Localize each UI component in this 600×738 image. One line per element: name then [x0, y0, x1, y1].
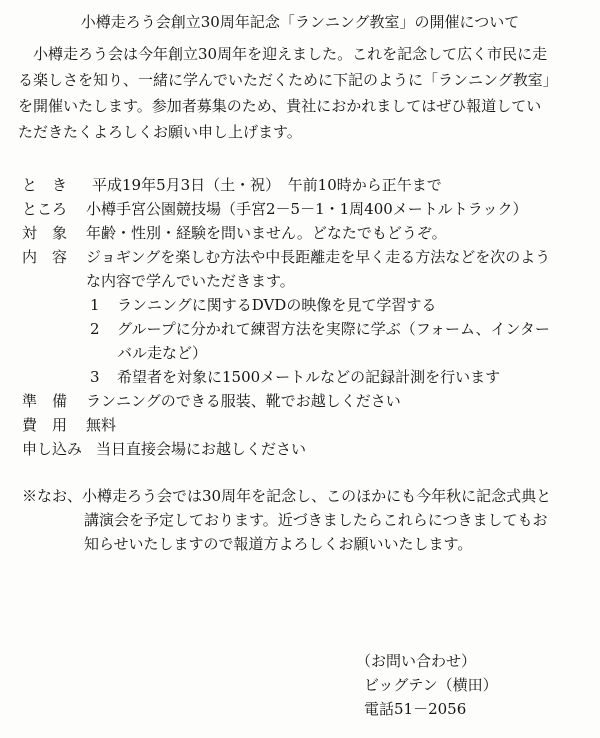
- item-text: バル走など）: [117, 344, 208, 362]
- item-text: グループに分かれて練習方法を実際に学ぶ（フォーム、インター: [117, 320, 550, 338]
- note-line: ※なお、小樽走ろう会では30周年を記念し、このほかにも今年秋に記念式典と: [22, 487, 552, 505]
- intro-line: る楽しさを知り、一緒に学んでいただくために下記のように「ランニング教室」: [18, 71, 558, 89]
- taisho-label: 対 象: [22, 224, 68, 242]
- moushikomi-value: 当日直接会場にお越しください: [96, 440, 307, 458]
- taisho-value: 年齢・性別・経験を問いません。どなたでもどうぞ。: [86, 224, 447, 242]
- moushikomi-label: 申し込み: [22, 440, 83, 458]
- naiyo-line: ジョギングを楽しむ方法や中長距離走を早く走る方法などを次のよう: [86, 248, 551, 266]
- item-number: 2: [90, 320, 100, 338]
- item-text: ランニングに関するDVDの映像を見て学習する: [117, 296, 437, 314]
- item-text: 希望者を対象に1500メートルなどの記録計測を行います: [117, 368, 501, 386]
- contact-phone: 電話51－2056: [364, 700, 467, 718]
- hiyo-label: 費 用: [22, 416, 68, 434]
- tokoro-value: 小樽手宮公園競技場（手宮2－5－1・1周400メートルトラック）: [86, 200, 528, 218]
- intro-line: ただきたくよろしくお願い申し上げます。: [18, 123, 302, 141]
- toki-label: と き: [22, 176, 68, 194]
- junbi-value: ランニングのできる服装、靴でお越しください: [86, 392, 401, 410]
- junbi-label: 準 備: [22, 392, 68, 410]
- naiyo-label: 内 容: [22, 248, 68, 266]
- item-number: 3: [90, 368, 100, 386]
- tokoro-label: ところ: [22, 200, 68, 218]
- toki-value: 平成19年5月3日（土・祝） 午前10時から正午まで: [92, 176, 442, 194]
- intro-line: 小樽走ろう会は今年創立30周年を迎えました。これを記念して広く市民に走: [18, 45, 548, 63]
- contact-heading: （お問い合わせ）: [356, 652, 477, 670]
- page-title: 小樽走ろう会創立30周年記念「ランニング教室」の開催について: [80, 13, 520, 31]
- item-number: 1: [90, 296, 100, 314]
- intro-line: を開催いたします。参加者募集のため、貴社におかれましてはぜひ報道してい: [18, 97, 542, 115]
- naiyo-line: な内容で学んでいただきます。: [86, 272, 295, 290]
- note-line: 知らせいたしますので報道方よろしくお願いいたします。: [84, 535, 473, 553]
- hiyo-value: 無料: [86, 416, 117, 434]
- note-line: 講演会を予定しております。近づきましたらこれらにつきましてもお: [84, 511, 548, 529]
- contact-name: ビッグテン（横田）: [364, 676, 498, 694]
